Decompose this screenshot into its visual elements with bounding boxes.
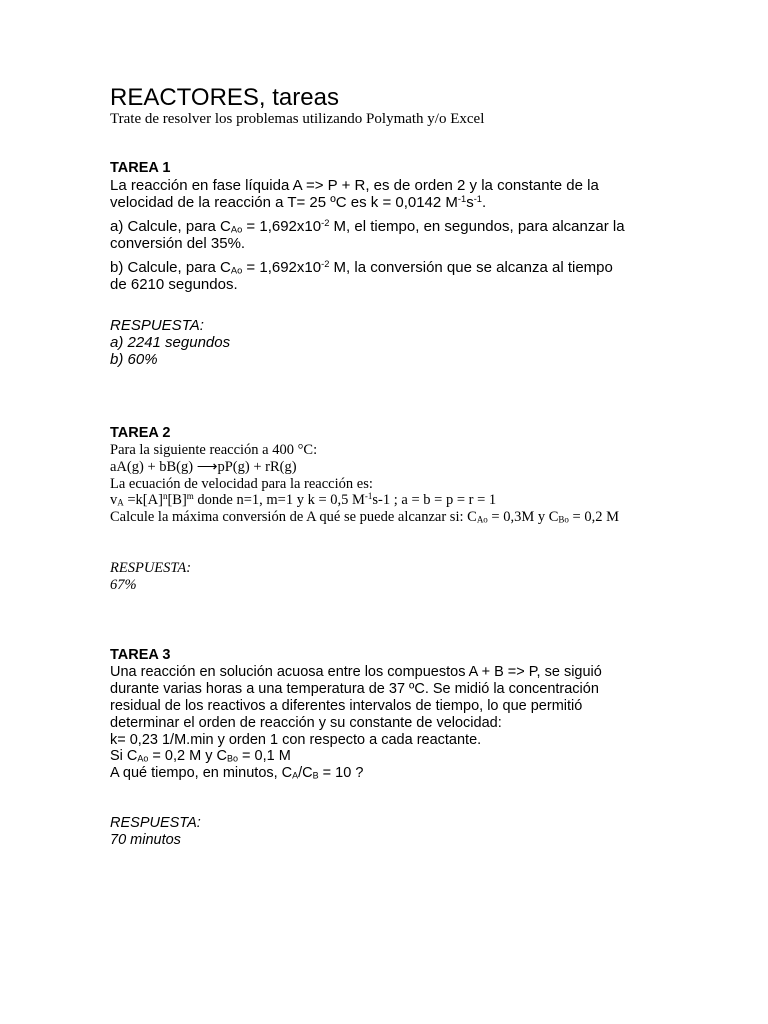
tarea3-line5: k= 0,23 1/M.min y orden 1 con respecto a cada reactante. — [110, 732, 482, 748]
tarea2-heading: TAREA 2 — [110, 425, 171, 441]
tarea3-answer: 70 minutos — [110, 832, 181, 848]
tarea1-question-b-cont: de 6210 segundos. — [110, 276, 238, 293]
tarea3-line4: determinar el orden de reacción y su constante de velocidad: — [110, 715, 502, 731]
tarea2-answer-label: RESPUESTA: — [110, 560, 192, 576]
tarea2-answer: 67% — [110, 577, 137, 593]
tarea2-line3: La ecuación de velocidad para la reacción es: — [110, 476, 373, 492]
tarea2-reaction: aA(g) + bB(g) ⟶pP(g) + rR(g) — [110, 459, 297, 475]
tarea1-line2: velocidad de la reacción a T= 25 ºC es k = 0,0142 $M^{-1}s^{-1}$. — [110, 193, 487, 211]
page-title: REACTORES, tareas — [110, 84, 339, 111]
tarea1-question-a: a) Calcule, para $C_{Ao} = 1,692x10^{-2}$ M, el tiempo, en segundos, para alcanzar la — [110, 217, 625, 235]
tarea1-answer-a: a) 2241 segundos — [110, 334, 231, 351]
tarea1-answer-label: RESPUESTA: — [110, 317, 204, 334]
tarea2-rate-equation: $v_A =k[A]^n[B]^m$ donde n=1, m=1 y k = 0,5 $M^{-1}s-1$ ; a = b = p = r = 1 — [110, 491, 497, 508]
tarea3-line3: residual de los reactivos a diferentes intervalos de tiempo, lo que permitió — [110, 698, 583, 714]
tarea2-line1: Para la siguiente reacción a 400 °C: — [110, 442, 318, 458]
tarea3-line6: Si $C_{Ao} = 0,2$ M y $C_{Bo} = 0,1$ M — [110, 748, 291, 764]
tarea1-line1: La reacción en fase líquida A => P + R, es de orden 2 y la constante de la — [110, 177, 599, 194]
tarea1-answer-b: b) 60% — [110, 351, 158, 368]
page-subtitle: Trate de resolver los problemas utilizando Polymath y/o Excel — [110, 111, 485, 127]
tarea3-line7: A qué tiempo, en minutos, $C_A/C_B = 10$ ? — [110, 765, 364, 781]
tarea3-answer-label: RESPUESTA: — [110, 815, 201, 831]
tarea3-heading: TAREA 3 — [110, 647, 171, 663]
tarea2-line5: Calcule la máxima conversión de A qué se puede alcanzar si: $C_{Ao} = 0,3M$ y $C_{Bo} = 0,2$ M — [110, 509, 619, 525]
tarea1-question-b: b) Calcule, para $C_{Ao} = 1,692x10^{-2}$ M, la conversión que se alcanza al tiempo — [110, 258, 613, 276]
tarea1-question-a-cont: conversión del 35%. — [110, 235, 246, 252]
tarea1-heading: TAREA 1 — [110, 160, 171, 176]
tarea3-line1: Una reacción en solución acuosa entre los compuestos A + B => P, se siguió — [110, 664, 602, 680]
tarea3-line2: durante varias horas a una temperatura de 37 ºC. Se midió la concentración — [110, 681, 599, 697]
